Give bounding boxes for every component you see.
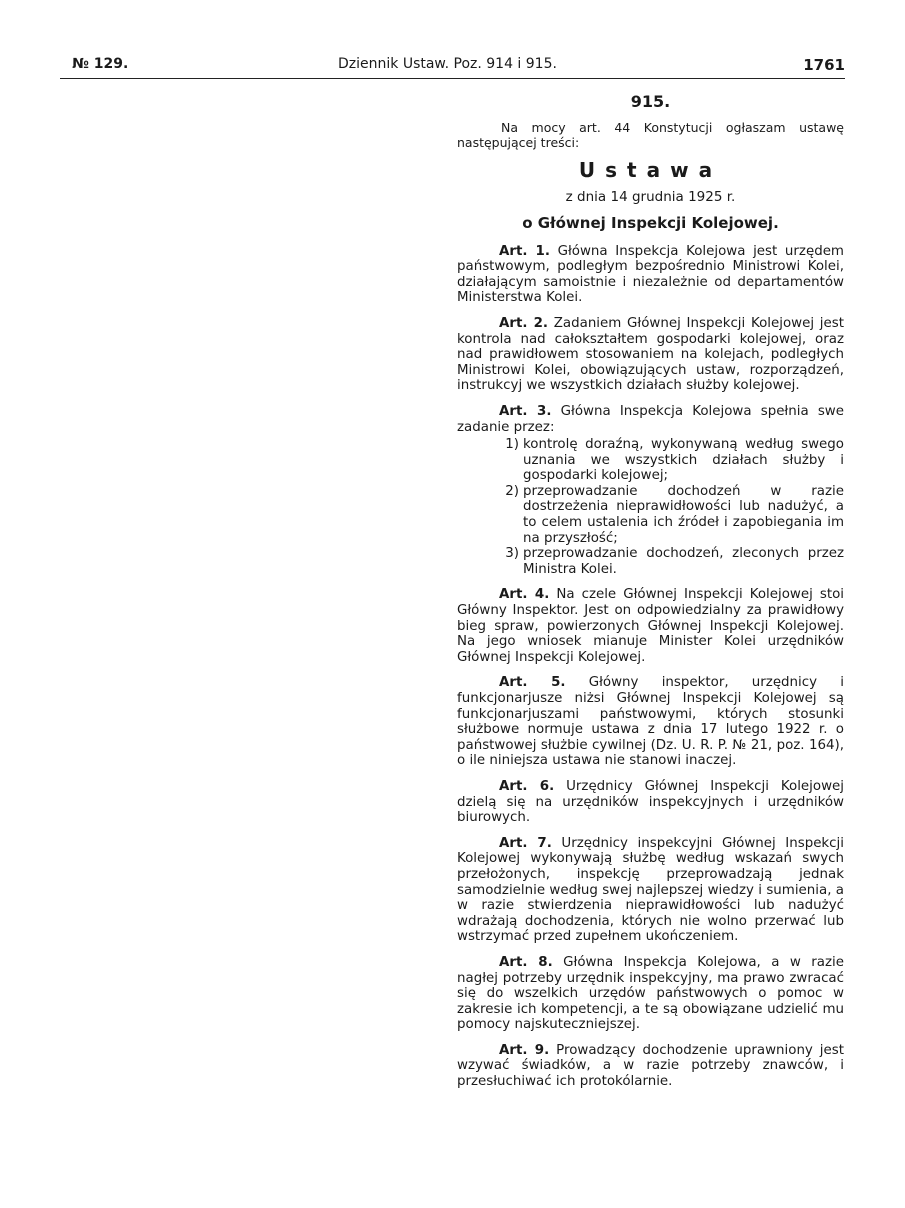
issue-number: № 129. bbox=[72, 56, 129, 72]
article-7 bbox=[457, 836, 844, 945]
page-header bbox=[60, 56, 845, 80]
journal-title: Dziennik Ustaw. Poz. 914 i 915. bbox=[338, 56, 557, 72]
article-8 bbox=[457, 955, 844, 1033]
article-1 bbox=[457, 244, 844, 306]
article-label: Art. 4. bbox=[499, 587, 550, 603]
article-text: Główny inspektor, urzędnicy i funkcjonarjusze niżsi Głównej Inspekcji Kolejowej są funkcjonarjuszami państwowymi, których stosunki służbowe normuje ustawa z dnia 17 lutego 1922 r. o państwowej służbie cywilnej (Dz. U. R. P. № 21, poz. 164), o ile niniejsza ustawa nie stanowi inaczej. bbox=[457, 675, 844, 769]
article-label: Art. 3. bbox=[499, 403, 552, 419]
document-title: Ustawa bbox=[578, 157, 723, 182]
article-9 bbox=[457, 1043, 844, 1090]
list-item bbox=[457, 484, 844, 546]
article-5 bbox=[457, 675, 844, 769]
article-label: Art. 7. bbox=[499, 835, 552, 851]
document-subject: o Głównej Inspekcji Kolejowej. bbox=[522, 213, 779, 232]
position-number: 915. bbox=[630, 92, 671, 111]
article-text: Urzędnicy inspekcyjni Głównej Inspekcji Kolejowej wykonywają służbę według wskazań swych przełożonych, inspekcję przeprowadzają jednak samodzielnie według swej najlepszej wiedzy i sumienia, a w razie stwierdzenia nieprawidłowości lub nadużyć wdrażają dochodzenia, których nie wolno przerwać lub wstrzymać przed zupełnem ukończeniem. bbox=[457, 835, 844, 945]
header-rule bbox=[60, 78, 845, 79]
article-text: Urzędnicy Głównej Inspekcji Kolejowej dzielą się na urzędników inspekcyjnych i urzędników biurowych. bbox=[457, 778, 844, 826]
article-text: Główna Inspekcja Kolejowa, a w razie nagłej potrzeby urzędnik inspekcyjny, ma prawo zwracać się do wszelkich urzędów państwowych o pomoc w zakresie ich kompetencji, a te są obowiązane udzielić mu pomocy najskuteczniejszej. bbox=[457, 954, 844, 1033]
article-label: Art. 8. bbox=[499, 954, 553, 970]
article-text: Na czele Głównej Inspekcji Kolejowej stoi Główny Inspektor. Jest on odpowiedzialny za prawidłowy bieg spraw, powierzonych Głównej Inspekcji Kolejowej. Na jego wniosek mianuje Minister Kolei urzędników Głównej Inspekcji Kolejowej. bbox=[457, 587, 844, 665]
article-3 bbox=[457, 404, 844, 435]
list-item-text: kontrolę doraźną, wykonywaną według swego uznania we wszystkich działach służby i gospodarki kolejowej; bbox=[523, 437, 844, 484]
list-item-number: 2) bbox=[505, 483, 519, 499]
article-2 bbox=[457, 316, 844, 394]
list-item bbox=[457, 546, 844, 577]
text-column bbox=[457, 94, 844, 1100]
article-3-list bbox=[457, 437, 844, 577]
list-item-text: przeprowadzanie dochodzeń, zleconych przez Ministra Kolei. bbox=[523, 546, 844, 577]
preamble: Na mocy art. 44 Konstytucji ogłaszam ustawę następującej treści: bbox=[457, 119, 844, 151]
article-text: Prowadzący dochodzenie uprawniony jest wzywać świadków, a w razie potrzeby znawców, i przesłuchiwać ich protokólarnie. bbox=[457, 1042, 844, 1090]
article-label: Art. 5. bbox=[499, 675, 566, 691]
article-label: Art. 6. bbox=[499, 778, 555, 794]
article-text: Główna Inspekcja Kolejowa spełnia swe zadanie przez: bbox=[457, 403, 844, 435]
document-date: z dnia 14 grudnia 1925 r. bbox=[565, 189, 736, 206]
article-text: Główna Inspekcja Kolejowa jest urzędem państwowym, podległym bezpośrednio Ministrowi Kolei, działającym samoistnie i niezależnie od departamentów Ministerstwa Kolei. bbox=[457, 243, 844, 306]
list-item-number: 3) bbox=[505, 546, 519, 562]
article-label: Art. 1. bbox=[499, 243, 550, 259]
list-item-text: przeprowadzanie dochodzeń w razie dostrzeżenia nieprawidłowości lub nadużyć, a to celem ustalenia ich źródeł i zapobiegania im na przyszłość; bbox=[523, 483, 844, 546]
article-label: Art. 2. bbox=[499, 315, 548, 331]
list-item bbox=[457, 437, 844, 484]
article-4 bbox=[457, 587, 844, 665]
article-6 bbox=[457, 779, 844, 826]
article-label: Art. 9. bbox=[499, 1042, 550, 1058]
article-text: Zadaniem Głównej Inspekcji Kolejowej jest kontrola nad całokształtem gospodarki kolejowej, oraz nad prawidłowem stosowaniem na kolejach, podległych Ministrowi Kolei, obowiązujących ustaw, rozporządzeń, instrukcyj we wszystkich działach służby kolejowej. bbox=[457, 315, 844, 394]
list-item-number: 1) bbox=[505, 437, 519, 453]
page-number: 1761 bbox=[803, 56, 845, 74]
